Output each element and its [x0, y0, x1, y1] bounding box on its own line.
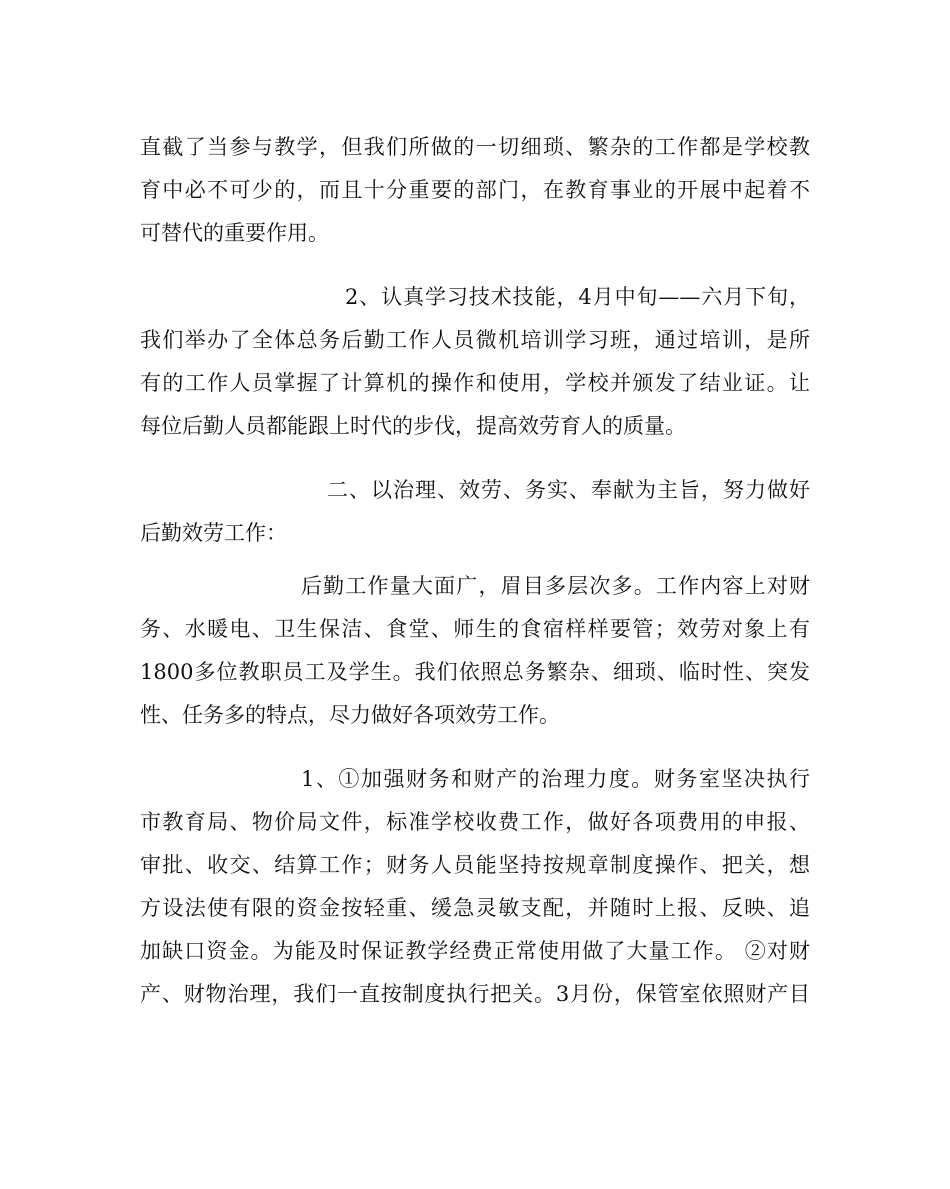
text-line: 直截了当参与教学，但我们所做的一切细琐、繁杂的工作都是学校教: [140, 135, 810, 159]
text-line: 每位后勤人员都能跟上时代的步伐，提高效劳育人的质量。: [140, 414, 686, 438]
text-line: 后勤效劳工作：: [140, 521, 287, 545]
text-line: 产、财物治理，我们一直按制度执行把关。3月份，保管室依照财产目: [140, 982, 810, 1006]
text-line: 可替代的重要作用。: [140, 221, 329, 245]
text-line: 1800多位教职员工及学生。我们依照总务繁杂、细琐、临时性、突发: [140, 660, 810, 684]
text-line: 2、认真学习技术技能，4月中旬——六月下旬，: [345, 285, 810, 309]
text-line: 二、以治理、效劳、务实、奉献为主旨，努力做好: [327, 478, 810, 502]
text-line: 审批、收交、结算工作；财务人员能坚持按规章制度操作、把关，想: [140, 853, 810, 877]
text-line: 1、①加强财务和财产的治理力度。财务室坚决执行: [301, 767, 810, 791]
text-line: 加缺口资金。为能及时保证教学经费正常使用做了大量工作。 ②对财: [140, 939, 810, 963]
text-line: 务、水暖电、卫生保洁、食堂、师生的食宿样样要管；效劳对象上有: [140, 617, 810, 641]
text-line: 育中必不可少的，而且十分重要的部门，在教育事业的开展中起着不: [140, 178, 810, 202]
text-line: 方设法使有限的资金按轻重、缓急灵敏支配，并随时上报、反映、追: [140, 896, 810, 920]
text-line: 我们举办了全体总务后勤工作人员微机培训学习班，通过培训，是所: [140, 328, 810, 352]
text-line: 后勤工作量大面广，眉目多层次多。工作内容上对财: [301, 574, 810, 598]
text-line: 有的工作人员掌握了计算机的操作和使用，学校并颁发了结业证。让: [140, 371, 810, 395]
text-line: 市教育局、物价局文件，标准学校收费工作，做好各项费用的申报、: [140, 810, 810, 834]
text-line: 性、任务多的特点，尽力做好各项效劳工作。: [140, 703, 560, 727]
